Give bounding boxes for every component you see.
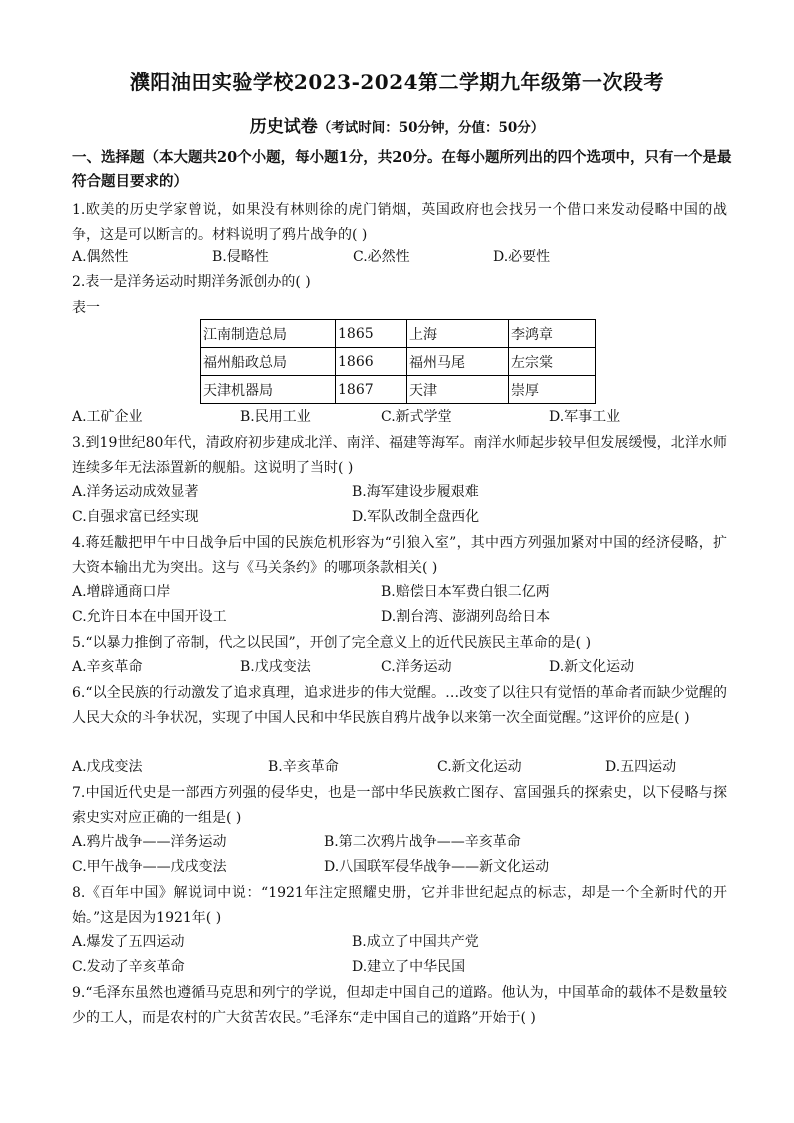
question-6-options [72, 756, 727, 780]
option-b[interactable]: B.成立了中国共产党 [352, 934, 479, 950]
table-cell: 福州马尾 [407, 348, 509, 376]
table-cell: 1867 [336, 376, 407, 404]
option-c[interactable]: C.甲午战争——戊戌变法 [72, 859, 227, 875]
table-label: 表一 [72, 300, 100, 316]
question-2-table [200, 319, 596, 404]
question-3-options-row-2 [72, 506, 727, 530]
question-2-stem: 2.表一是洋务运动时期洋务派创办的( ) [72, 274, 311, 290]
table-cell: 1866 [336, 348, 407, 376]
table-cell: 上海 [407, 320, 509, 348]
option-a[interactable]: A.鸦片战争——洋务运动 [72, 834, 227, 850]
question-7-options-row-2 [72, 856, 727, 880]
option-c[interactable]: C.新式学堂 [381, 409, 452, 425]
option-d[interactable]: D.八国联军侵华战争——新文化运动 [324, 859, 550, 875]
option-c[interactable]: C.自强求富已经实现 [72, 509, 199, 525]
table-cell: 福州船政总局 [201, 348, 336, 376]
section-heading: 一、选择题（本大题共20个小题，每小题1分，共20分。在每小题所列出的四个选项中，只有一个是最符合题目要求的） [72, 149, 732, 190]
option-a[interactable]: A.戊戌变法 [72, 759, 143, 775]
question-1-options [72, 246, 727, 270]
option-c[interactable]: C.洋务运动 [381, 659, 452, 675]
option-b[interactable]: B.民用工业 [240, 409, 311, 425]
option-d[interactable]: D.建立了中华民国 [352, 959, 466, 975]
table-cell: 江南制造总局 [201, 320, 336, 348]
option-b[interactable]: B.海军建设步履艰难 [352, 484, 479, 500]
option-b[interactable]: B.戊戌变法 [240, 659, 311, 675]
option-a[interactable]: A.爆发了五四运动 [72, 934, 185, 950]
exam-title: 濮阳油田实验学校2023-2024第二学期九年级第一次段考 [129, 70, 665, 94]
option-a[interactable]: A.洋务运动成效显著 [72, 484, 199, 500]
option-d[interactable]: D.五四运动 [605, 759, 677, 775]
table-cell: 天津机器局 [201, 376, 336, 404]
question-8-options [72, 931, 727, 955]
option-a[interactable]: A.辛亥革命 [72, 659, 143, 675]
table-row [201, 320, 596, 348]
option-c[interactable]: C.允许日本在中国开设工 [72, 609, 227, 625]
option-a[interactable]: A.工矿企业 [72, 409, 143, 425]
option-d[interactable]: D.军事工业 [549, 409, 621, 425]
option-b[interactable]: B.侵略性 [212, 249, 269, 265]
question-4-options-row-2 [72, 606, 727, 630]
option-a[interactable]: A.增辟通商口岸 [72, 584, 171, 600]
option-d[interactable]: D.割台湾、澎湖列岛给日本 [381, 609, 551, 625]
question-7-stem: 7.中国近代史是一部西方列强的侵华史，也是一部中华民族救亡图存、富国强兵的探索史，以下侵略与探索史实对应正确的一组是( ) [72, 785, 727, 826]
question-4-stem: 4.蒋廷黻把甲午中日战争后中国的民族危机形容为“引狼入室”，其中西方列强加紧对中国的经济侵略，扩大资本输出尤为突出。这与《马关条约》的哪项条款相关( ) [72, 535, 727, 576]
question-1-stem: 1.欧美的历史学家曾说，如果没有林则徐的虎门销烟，英国政府也会找另一个借口来发动侵略中国的战争，这是可以断言的。材料说明了鸦片战争的( ) [72, 202, 727, 243]
question-4-options [72, 581, 727, 605]
table-cell: 李鸿章 [509, 320, 596, 348]
option-c[interactable]: C.发动了辛亥革命 [72, 959, 185, 975]
option-a[interactable]: A.偶然性 [72, 249, 129, 265]
question-6-stem: 6.“以全民族的行动激发了追求真理，追求进步的伟大觉醒。…改变了以往只有觉悟的革命者而缺少觉醒的人民大众的斗争状况，实现了中国人民和中华民族自鸦片战争以来第一次全面觉醒。”这评价的应是( ) [72, 685, 727, 726]
option-b[interactable]: B.第二次鸦片战争——辛亥革命 [324, 834, 521, 850]
table-cell: 左宗棠 [509, 348, 596, 376]
exam-subtitle [0, 112, 794, 137]
table-row [201, 376, 596, 404]
table-cell: 崇厚 [509, 376, 596, 404]
option-c[interactable]: C.新文化运动 [437, 759, 522, 775]
option-d[interactable]: D.军队改制全盘西化 [352, 509, 480, 525]
question-8-options-row-2 [72, 956, 727, 980]
question-2-options [72, 406, 727, 430]
table-cell: 天津 [407, 376, 509, 404]
question-8-stem: 8.《百年中国》解说词中说：“1921年注定照耀史册，它并非世纪起点的标志，却是一个全新时代的开始。”这是因为1921年( ) [72, 885, 727, 926]
question-3-options [72, 481, 727, 505]
table-row [201, 348, 596, 376]
option-b[interactable]: B.赔偿日本军费白银二亿两 [381, 584, 550, 600]
option-c[interactable]: C.必然性 [353, 249, 410, 265]
question-5-stem: 5.“以暴力推倒了帝制，代之以民国”，开创了完全意义上的近代民族民主革命的是( ) [72, 635, 592, 651]
question-7-options [72, 831, 727, 855]
question-5-options [72, 656, 727, 680]
exam-time-note: （考试时间：50分钟，分值：50分） [317, 120, 545, 136]
option-b[interactable]: B.辛亥革命 [268, 759, 339, 775]
question-9-stem: 9.“毛泽东虽然也遵循马克思和列宁的学说，但却走中国自己的道路。他认为，中国革命的载体不是数量较少的工人，而是农村的广大贫苦农民。”毛泽东“走中国自己的道路”开始于( ) [72, 985, 727, 1026]
option-d[interactable]: D.必要性 [493, 249, 551, 265]
question-3-stem: 3.到19世纪80年代，清政府初步建成北洋、南洋、福建等海军。南洋水师起步较早但发展缓慢，北洋水师连续多年无法添置新的舰船。这说明了当时( ) [72, 435, 727, 476]
table-cell: 1865 [336, 320, 407, 348]
subject-name: 历史试卷 [249, 117, 318, 137]
option-d[interactable]: D.新文化运动 [549, 659, 635, 675]
